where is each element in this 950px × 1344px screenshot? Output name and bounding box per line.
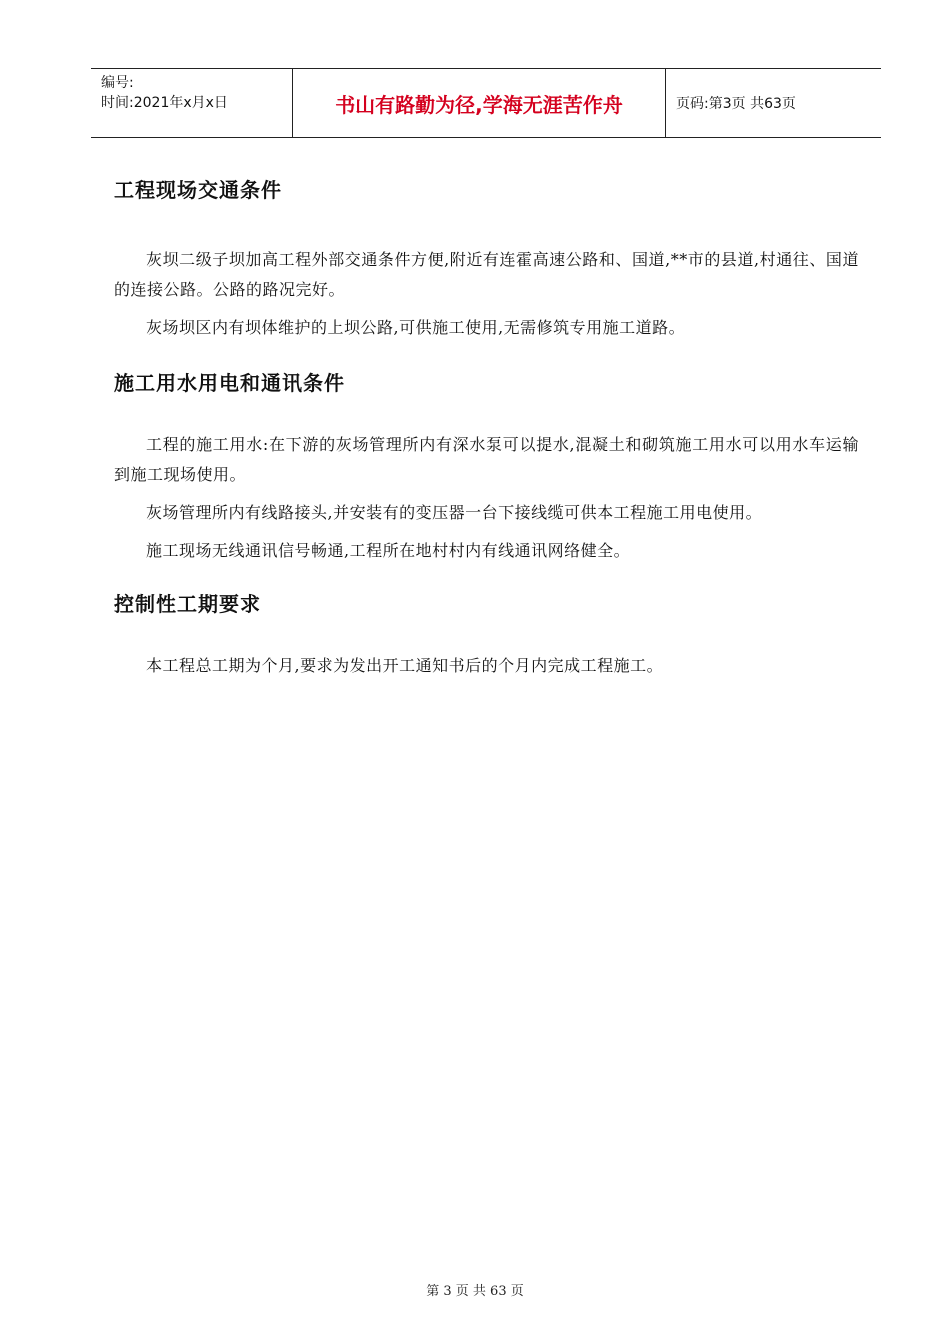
document-body	[114, 160, 859, 681]
header-page-info: 页码:第3页 共63页	[676, 96, 796, 112]
page-header	[91, 68, 881, 138]
paragraph: 工程的施工用水:在下游的灰场管理所内有深水泵可以提水,混凝土和砌筑施工用水可以用水车运输到施工现场使用。	[114, 435, 859, 484]
number-label: 编号:	[101, 75, 134, 91]
section-title: 施工用水用电和通讯条件	[114, 371, 345, 395]
paragraph: 灰坝二级子坝加高工程外部交通条件方便,附近有连霍高速公路和、国道,**市的县道,村通往、国道的连接公路。公路的路况完好。	[114, 250, 859, 299]
header-meta	[91, 69, 293, 137]
paragraph: 灰场坝区内有坝体维护的上坝公路,可供施工使用,无需修筑专用施工道路。	[146, 318, 686, 337]
time-label: 时间:2021年x月x日	[101, 95, 228, 111]
header-motto: 书山有路勤为径,学海无涯苦作舟	[293, 69, 666, 137]
paragraph: 施工现场无线通讯信号畅通,工程所在地村村内有线通讯网络健全。	[146, 541, 631, 560]
paragraph: 本工程总工期为个月,要求为发出开工通知书后的个月内完成工程施工。	[146, 656, 664, 675]
paragraph: 灰场管理所内有线路接头,并安装有的变压器一台下接线缆可供本工程施工用电使用。	[146, 503, 763, 522]
page-footer: 第 3 页 共 63 页	[426, 1284, 524, 1299]
section-title: 工程现场交通条件	[114, 178, 282, 202]
section-title: 控制性工期要求	[114, 592, 261, 616]
